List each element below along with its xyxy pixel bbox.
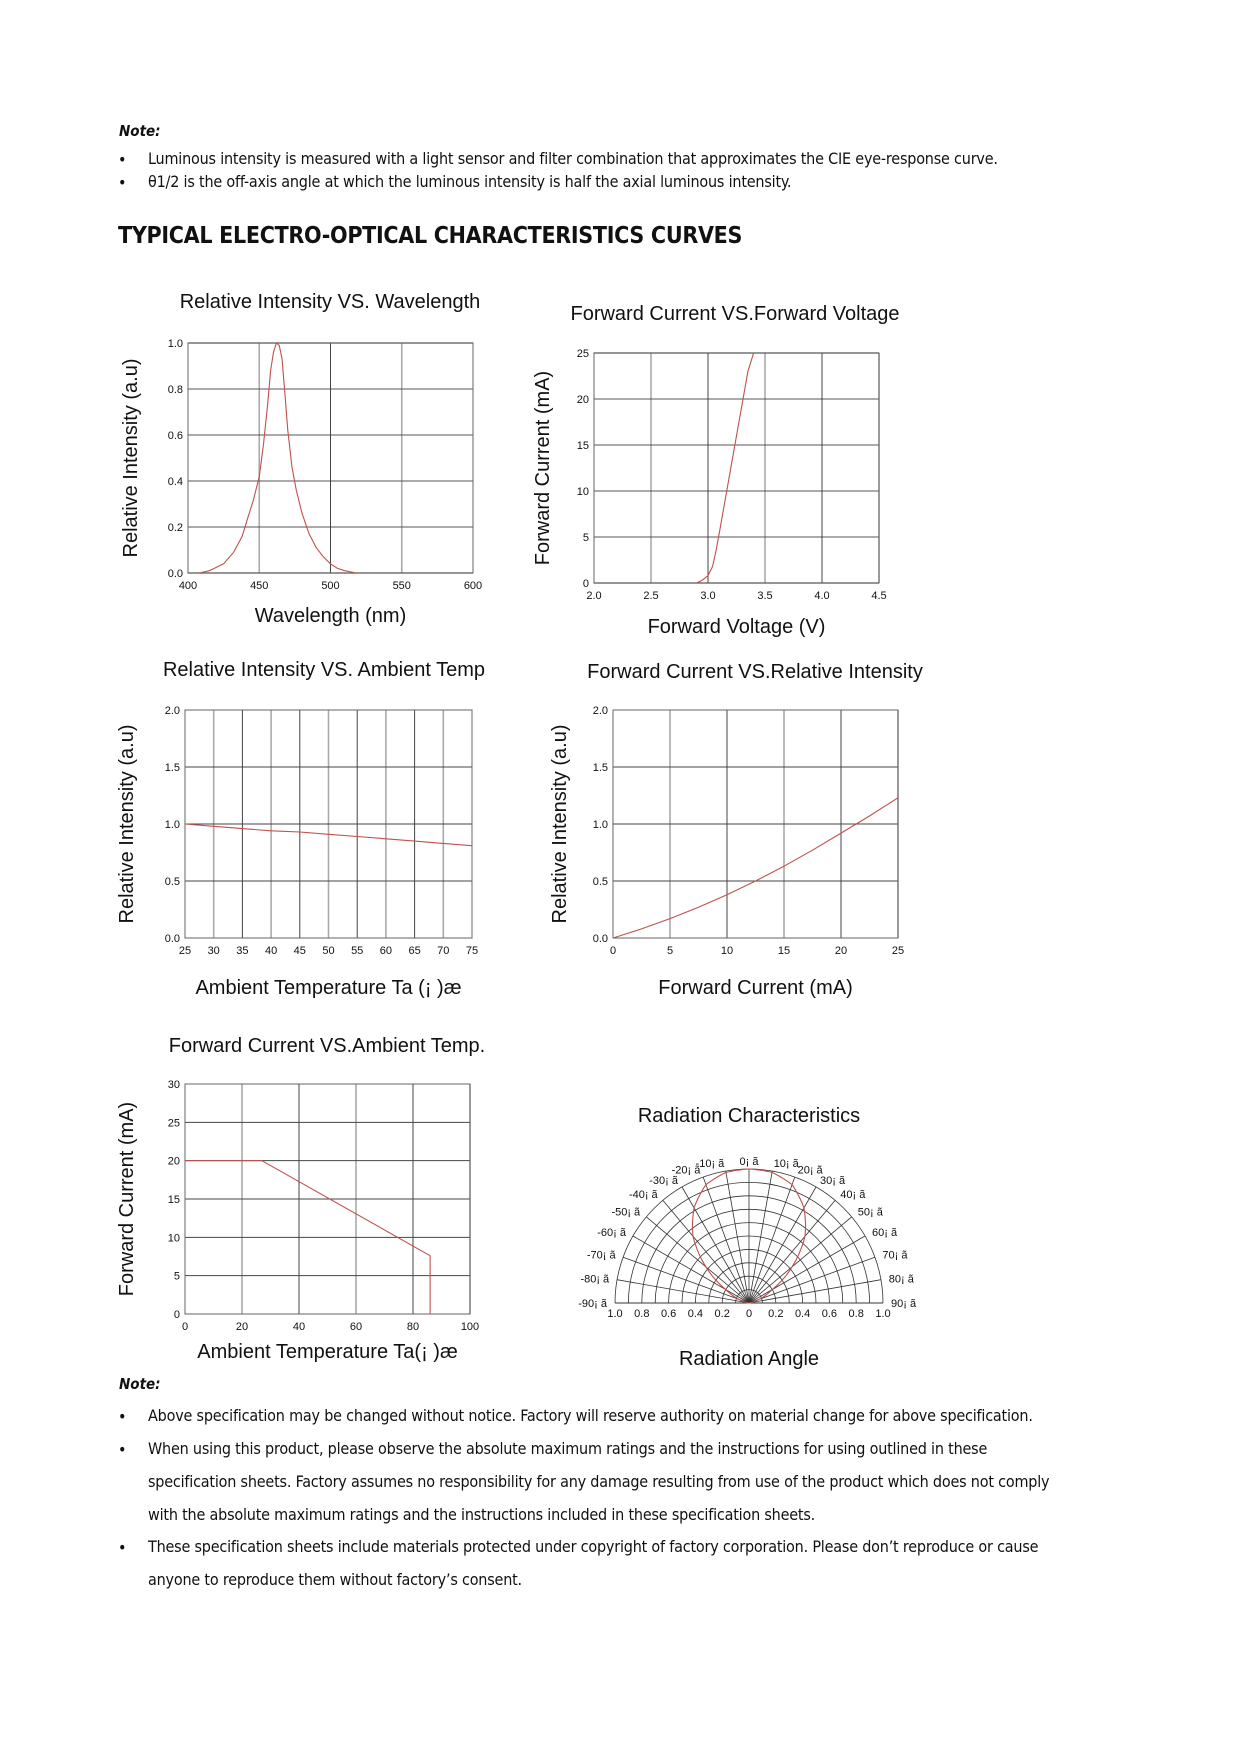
- y-tick-label: 0.4: [167, 476, 183, 488]
- chart-title: Forward Current VS.Forward Voltage: [570, 303, 900, 325]
- x-axis-label: Wavelength (nm): [254, 605, 407, 627]
- x-tick-label: 40: [264, 945, 278, 957]
- radial-tick-label: 0.8: [634, 1308, 650, 1320]
- angle-label: 50¡ ã: [857, 1206, 883, 1219]
- y-tick-label: 1.0: [164, 819, 180, 831]
- y-tick-label: 2.0: [592, 705, 608, 717]
- x-tick-label: 60: [349, 1321, 363, 1333]
- chart-relative-intensity-vs-wavelength: [120, 291, 482, 627]
- y-tick-label: 1.0: [167, 338, 183, 350]
- x-tick-label: 20: [834, 945, 848, 957]
- note-bullet: θ1/2 is the off-axis angle at which the luminous intensity is half the axial luminous intensity.: [148, 172, 792, 191]
- x-tick-label: 100: [460, 1321, 480, 1333]
- x-tick-label: 4.5: [871, 590, 887, 602]
- plot-frame: [594, 353, 879, 583]
- x-tick-label: 35: [236, 945, 249, 957]
- x-tick-label: 3.5: [757, 590, 773, 602]
- y-tick-label: 10: [167, 1232, 180, 1245]
- bullet-icon: •: [118, 1538, 127, 1557]
- angle-label: 40¡ ã: [840, 1189, 866, 1202]
- radial-tick-label: 1.0: [607, 1308, 623, 1320]
- radial-tick-label: 0.6: [821, 1308, 838, 1320]
- y-tick-label: 30: [167, 1079, 180, 1091]
- x-tick-label: 80: [406, 1321, 420, 1333]
- bullet-icon: •: [118, 1440, 127, 1459]
- angle-label: -70¡ ã: [586, 1249, 616, 1262]
- y-tick-label: 15: [576, 440, 589, 452]
- angle-label: -80¡ ã: [580, 1273, 610, 1286]
- data-series-line: [697, 353, 754, 583]
- data-series-line: [613, 798, 898, 938]
- x-tick-label: 75: [465, 945, 479, 957]
- note-bullet-cont: specification sheets. Factory assumes no responsibility for any damage resulting from use of the product which does not comply: [148, 1472, 1050, 1491]
- y-axis-label: Relative Intensity (a.u): [549, 724, 571, 924]
- angle-label: -30¡ ã: [649, 1175, 678, 1187]
- chart-radiation-characteristics: [578, 1105, 917, 1370]
- bullet-icon: •: [118, 1407, 127, 1426]
- radial-tick-label: 0.6: [660, 1308, 677, 1320]
- y-tick-label: 5: [582, 532, 589, 544]
- chart-title: Forward Current VS.Ambient Temp.: [168, 1035, 486, 1057]
- angle-label: -60¡ ã: [597, 1227, 626, 1239]
- y-axis-label: Relative Intensity (a.u): [116, 724, 138, 924]
- chart-forward-current-vs-voltage: [532, 303, 900, 638]
- radial-tick-label: 1.0: [875, 1308, 891, 1320]
- angle-label: -90¡ ã: [578, 1298, 607, 1310]
- angle-label: -40¡ ã: [628, 1189, 658, 1202]
- y-tick-label: 1.5: [164, 762, 180, 774]
- y-tick-label: 0: [582, 578, 589, 590]
- radial-tick-label: 0.8: [848, 1308, 864, 1320]
- chart-title: Relative Intensity VS. Ambient Temp: [162, 659, 486, 681]
- y-tick-label: 1.0: [592, 819, 608, 831]
- chart-relative-intensity-vs-temp: [116, 659, 485, 999]
- radial-tick-label: 0.4: [687, 1308, 704, 1320]
- x-tick-label: 25: [891, 945, 905, 957]
- x-tick-label: 4.0: [814, 590, 830, 602]
- note-bullet: Above specification may be changed without notice. Factory will reserve authority on material change for above specification.: [148, 1406, 1033, 1425]
- y-tick-label: 10: [576, 486, 589, 498]
- x-tick-label: 70: [437, 945, 450, 957]
- angle-label: 10¡ ã: [773, 1158, 799, 1171]
- note-bullet: These specification sheets include materials protected under copyright of factory corporation. Please don’t reproduce or cause: [148, 1537, 1039, 1556]
- y-tick-label: 20: [576, 394, 589, 406]
- x-tick-label: 3.0: [700, 590, 716, 602]
- note-label: Note:: [119, 1375, 161, 1393]
- x-tick-label: 0: [181, 1321, 189, 1333]
- note-bullet: Luminous intensity is measured with a light sensor and filter combination that approximates the CIE eye-response curve.: [148, 149, 998, 168]
- x-tick-label: 450: [250, 580, 269, 592]
- data-series-line: [199, 343, 356, 573]
- angle-label: -10¡ ã: [695, 1158, 725, 1171]
- x-tick-label: 20: [235, 1321, 249, 1333]
- angle-label: 30¡ ã: [820, 1175, 846, 1187]
- x-tick-label: 25: [178, 945, 192, 957]
- y-tick-label: 0.5: [592, 876, 608, 888]
- y-tick-label: 0.0: [167, 568, 183, 580]
- x-tick-label: 60: [379, 945, 393, 957]
- y-tick-label: 5: [173, 1270, 180, 1283]
- note-bullet-cont: with the absolute maximum ratings and the instructions included in these specification sheets.: [148, 1505, 816, 1524]
- bullet-icon: •: [118, 173, 127, 192]
- chart-forward-current-vs-intensity: [549, 661, 923, 999]
- x-tick-label: 15: [777, 945, 791, 957]
- chart-title: Radiation Characteristics: [637, 1105, 861, 1127]
- y-tick-label: 25: [167, 1117, 180, 1130]
- x-tick-label: 400: [178, 580, 198, 592]
- angle-label: -20¡ ã: [671, 1164, 701, 1177]
- radial-tick-label: 0.2: [768, 1308, 784, 1320]
- x-tick-label: 40: [292, 1321, 306, 1333]
- x-tick-label: 0: [609, 945, 617, 957]
- section-heading: TYPICAL ELECTRO-OPTICAL CHARACTERISTICS CURVES: [118, 223, 743, 249]
- angle-label: 60¡ ã: [872, 1227, 898, 1239]
- angle-label: 80¡ ã: [888, 1273, 914, 1286]
- x-axis-label: Ambient Temperature Ta (¡ )æ: [195, 977, 462, 999]
- x-tick-label: 55: [351, 945, 364, 957]
- radial-tick-label: 0.4: [794, 1308, 811, 1320]
- y-tick-label: 0: [173, 1309, 180, 1321]
- y-tick-label: 1.5: [592, 762, 608, 774]
- y-tick-label: 0.2: [167, 522, 183, 534]
- x-tick-label: 500: [321, 580, 340, 592]
- note-bullet: When using this product, please observe the absolute maximum ratings and the instructions for using outlined in these: [148, 1439, 988, 1458]
- x-axis-label: Radiation Angle: [678, 1348, 820, 1370]
- x-tick-label: 5: [666, 945, 674, 957]
- y-tick-label: 0.5: [164, 876, 180, 888]
- y-tick-label: 0.0: [592, 933, 608, 945]
- y-tick-label: 0.0: [164, 933, 180, 945]
- x-axis-label: Ambient Temperature Ta(¡ )æ: [197, 1341, 458, 1363]
- chart-title: Forward Current VS.Relative Intensity: [587, 661, 923, 683]
- y-tick-label: 25: [576, 348, 589, 360]
- chart-title: Relative Intensity VS. Wavelength: [179, 291, 481, 313]
- x-tick-label: 550: [392, 580, 411, 592]
- angle-label: 0¡ ã: [739, 1156, 759, 1168]
- y-axis-label: Forward Current (mA): [116, 1101, 138, 1297]
- angle-label: 20¡ ã: [797, 1164, 823, 1177]
- y-tick-label: 0.6: [167, 430, 183, 442]
- radial-tick-label: 0: [745, 1308, 753, 1320]
- x-tick-label: 45: [293, 945, 306, 957]
- angle-label: -50¡ ã: [611, 1206, 641, 1219]
- note-label: Note:: [119, 122, 161, 140]
- chart-forward-current-vs-temp: [116, 1035, 485, 1363]
- x-axis-label: Forward Current (mA): [658, 977, 853, 999]
- radial-tick-label: 0.2: [714, 1308, 730, 1320]
- x-tick-label: 2.0: [586, 590, 602, 602]
- y-tick-label: 15: [167, 1194, 180, 1206]
- x-tick-label: 30: [207, 945, 220, 957]
- y-tick-label: 20: [167, 1155, 180, 1168]
- note-bullet-cont: anyone to reproduce them without factory’s consent.: [148, 1570, 522, 1589]
- bullet-icon: •: [118, 150, 127, 169]
- y-tick-label: 2.0: [164, 705, 180, 717]
- x-axis-label: Forward Voltage (V): [647, 616, 826, 638]
- x-tick-label: 50: [322, 945, 335, 957]
- x-tick-label: 10: [720, 945, 734, 957]
- y-axis-label: Forward Current (mA): [532, 370, 554, 566]
- angle-label: 70¡ ã: [882, 1249, 908, 1262]
- x-tick-label: 65: [408, 945, 421, 957]
- x-tick-label: 2.5: [643, 590, 659, 602]
- angle-label: 90¡ ã: [891, 1298, 917, 1310]
- y-tick-label: 0.8: [167, 384, 183, 396]
- x-tick-label: 600: [463, 580, 483, 592]
- y-axis-label: Relative Intensity (a.u): [120, 358, 142, 558]
